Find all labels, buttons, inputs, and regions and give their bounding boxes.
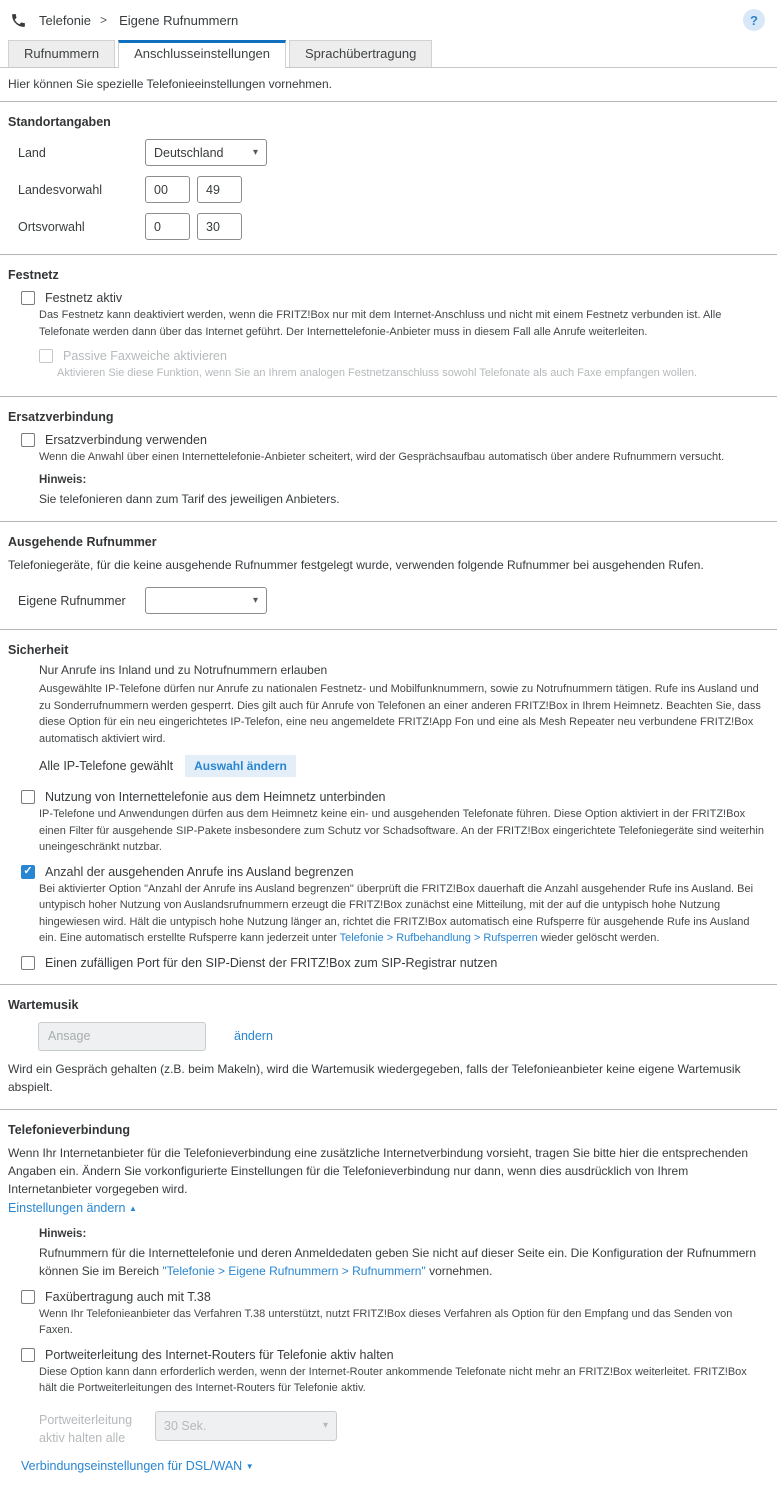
separator bbox=[0, 984, 777, 985]
einstellungen-aendern-label: Einstellungen ändern bbox=[8, 1200, 126, 1215]
section-ausgehende-rufnummer bbox=[0, 535, 777, 614]
ortsvorwahl-input[interactable] bbox=[197, 213, 242, 240]
ausland-description-post: wieder gelöscht werden. bbox=[537, 932, 660, 944]
heimnetz-label: Nutzung von Internettelefonie aus dem Heimnetz unterbinden bbox=[45, 790, 386, 804]
ip-telefone-selection-text: Alle IP-Telefone gewählt bbox=[39, 759, 174, 773]
ausland-description bbox=[39, 881, 765, 947]
section-title-telefonieverbindung: Telefonieverbindung bbox=[8, 1122, 130, 1137]
festnetz-aktiv-description: Das Festnetz kann deaktiviert werden, wenn die FRITZ!Box nur mit dem Internet-Anschluss und nicht mit einem Festnetz verbunden ist. Alle Telefonate werden dann über das Internet geführt. Der Internettelefonie-Anbieter muss in diesem Fall alle Anrufe weiterleiten. bbox=[39, 309, 722, 338]
separator bbox=[0, 521, 777, 522]
aendern-link[interactable]: ändern bbox=[234, 1029, 273, 1043]
ersatzverbindung-description: Wenn die Anwahl über einen Internettelefonie-Anbieter scheitert, wird der Gesprächsaufbau automatisch über andere Rufnummern versucht. bbox=[39, 450, 725, 463]
ortsvorwahl-row bbox=[18, 213, 777, 240]
wartemusik-text: Wird ein Gespräch gehalten (z.B. beim Makeln), wird die Wartemusik wiedergegeben, falls der Telefonieanbieter keine eigene Wartemusik abspielt. bbox=[8, 1061, 741, 1094]
section-title-festnetz: Festnetz bbox=[8, 268, 59, 282]
breadcrumb-page: Eigene Rufnummern bbox=[119, 12, 239, 28]
section-wartemusik bbox=[0, 998, 777, 1096]
ausland-row bbox=[21, 865, 767, 879]
ausgehende-rufnummer-text: Telefoniegeräte, für die keine ausgehende Rufnummer festgelegt wurde, verwenden folgende Rufnummer bei ausgehenden Rufen. bbox=[8, 558, 704, 572]
separator bbox=[0, 396, 777, 397]
rufsperren-link[interactable]: Telefonie > Rufbehandlung > Rufsperren bbox=[339, 932, 538, 944]
land-label: Land bbox=[18, 145, 46, 160]
section-telefonieverbindung bbox=[0, 1123, 777, 1493]
section-title-ersatzverbindung: Ersatzverbindung bbox=[8, 409, 114, 424]
t38-label: Faxübertragung auch mit T.38 bbox=[45, 1289, 211, 1304]
ansage-input bbox=[38, 1022, 206, 1051]
section-sicherheit bbox=[0, 643, 777, 970]
chevron-down-icon: ▾ bbox=[252, 595, 258, 606]
keepalive-select-value: 30 Sek. bbox=[164, 1418, 207, 1433]
breadcrumb-separator-icon: > bbox=[100, 13, 108, 27]
section-title-wartemusik: Wartemusik bbox=[8, 997, 79, 1012]
chevron-down-icon: ▾ bbox=[322, 1420, 328, 1431]
t38-description: Wenn Ihr Telefonieanbieter das Verfahren T.38 unterstützt, nutzt FRITZ!Box dieses Verfahren als Option für den Empfang und das Senden von Faxen. bbox=[39, 1307, 733, 1336]
t38-checkbox[interactable] bbox=[21, 1290, 35, 1304]
breadcrumb-section[interactable]: Telefonie bbox=[39, 12, 92, 28]
separator bbox=[0, 101, 777, 102]
rufnummern-bereich-link[interactable]: "Telefonie > Eigene Rufnummern > Rufnummern" bbox=[162, 1263, 426, 1278]
sip-port-label: Einen zufälligen Port für den SIP-Dienst der FRITZ!Box zum SIP-Registrar nutzen bbox=[45, 955, 498, 970]
land-select[interactable] bbox=[145, 139, 267, 166]
portweiterleitung-label: Portweiterleitung des Internet-Routers für Telefonie aktiv halten bbox=[45, 1347, 394, 1362]
section-standortangaben bbox=[0, 115, 777, 240]
section-title-standortangaben: Standortangaben bbox=[8, 115, 111, 129]
ersatzverbindung-label: Ersatzverbindung verwenden bbox=[45, 432, 207, 447]
tab-bar bbox=[0, 40, 777, 68]
keepalive-row bbox=[39, 1411, 777, 1447]
section-title-sicherheit: Sicherheit bbox=[8, 643, 69, 657]
hint-text-post: vornehmen. bbox=[425, 1263, 493, 1278]
tab-anschlusseinstellungen[interactable]: Anschlusseinstellungen bbox=[118, 40, 286, 68]
portweiterleitung-row bbox=[21, 1348, 767, 1362]
auswahl-aendern-button[interactable]: Auswahl ändern bbox=[185, 755, 296, 777]
ersatzverbindung-row bbox=[21, 433, 767, 447]
wartemusik-row bbox=[38, 1022, 777, 1051]
ersatzverbindung-hint-title: Hinweis: bbox=[39, 474, 87, 486]
page-header bbox=[0, 0, 777, 36]
ersatzverbindung-hint-text: Sie telefonieren dann zum Tarif des jeweiligen Anbieters. bbox=[39, 492, 340, 506]
ip-telefone-selection-row bbox=[39, 755, 767, 777]
landesvorwahl-prefix-input[interactable] bbox=[145, 176, 190, 203]
help-button[interactable]: ? bbox=[743, 9, 765, 31]
inland-option-label: Nur Anrufe ins Inland und zu Notrufnummern erlauben bbox=[39, 663, 328, 677]
landesvorwahl-row bbox=[18, 176, 777, 203]
telefonieverbindung-hint-text bbox=[39, 1244, 765, 1280]
landesvorwahl-input[interactable] bbox=[197, 176, 242, 203]
festnetz-aktiv-checkbox[interactable] bbox=[21, 291, 35, 305]
portweiterleitung-description: Diese Option kann dann erforderlich werden, wenn der Internet-Router ankommende Telefonate nicht mehr an FRITZ!Box weiterleitet. FRITZ!Box hält die Portweiterleitungen des Internet-Routers für Telefonie aktiv. bbox=[39, 1365, 747, 1394]
chevron-down-icon: ▾ bbox=[252, 147, 258, 158]
festnetz-aktiv-row bbox=[21, 291, 767, 305]
eigene-rufnummer-select[interactable] bbox=[145, 587, 267, 614]
dsl-wan-link[interactable] bbox=[21, 1459, 254, 1473]
separator bbox=[0, 629, 777, 630]
keepalive-label: Portweiterleitung aktiv halten alle bbox=[39, 1412, 133, 1445]
eigene-rufnummer-row bbox=[18, 587, 777, 614]
ausland-label: Anzahl der ausgehenden Anrufe ins Ausland begrenzen bbox=[45, 864, 354, 879]
land-select-value: Deutschland bbox=[154, 145, 224, 160]
faxweiche-checkbox bbox=[39, 349, 53, 363]
faxweiche-row bbox=[39, 349, 767, 363]
telefonieverbindung-text: Wenn Ihr Internetanbieter für die Telefonieverbindung eine zusätzliche Internetverbindung vorsieht, tragen Sie bitte hier die entsprechenden Angaben ein. Ändern Sie vorkonfigurierte Einstellungen für die Telefonieverbindung nur dann, wenn dies ausdrücklich von Ihrem Internetanbieter vorgegeben wird. bbox=[8, 1145, 749, 1196]
ortsvorwahl-prefix-input[interactable] bbox=[145, 213, 190, 240]
page-intro: Hier können Sie spezielle Telefonieeinstellungen vornehmen. bbox=[8, 77, 332, 91]
heimnetz-description: IP-Telefone und Anwendungen dürfen aus dem Heimnetz keine ein- und ausgehenden Telefonate führen. Diese Option aktiviert in der FRITZ!Box einen Filter für ausgehende SIP-Pakete insbesondere zum Schutz vor Schadsoftware. An der FRITZ!Box eingerichtete Telefoniegeräte sind weiterhin uneingeschränkt nutzbar. bbox=[39, 808, 764, 853]
heimnetz-checkbox[interactable] bbox=[21, 790, 35, 804]
separator bbox=[0, 1109, 777, 1110]
section-festnetz bbox=[0, 268, 777, 382]
ausland-checkbox[interactable] bbox=[21, 865, 35, 879]
inland-option-description: Ausgewählte IP-Telefone dürfen nur Anrufe zu nationalen Festnetz- und Mobilfunknummern, sowie zu Notrufnummern tätigen. Rufe ins Ausland und zu Sonderrufnummern werden gesperrt. Dies gilt auch für Anrufe von Telefonen an einer anderen FRITZ!Box in Ihrem Heimnetz. Beachten Sie, dass diese Option für ein neu eingerichtetes IP-Telefon, eine neu angemeldete FRITZ!App Fon und eine als Mesh Repeater neu verbundene FRITZ!Box automatisch aktiviert wird. bbox=[39, 683, 761, 745]
ortsvorwahl-label: Ortsvorwahl bbox=[18, 219, 85, 234]
sip-port-row bbox=[21, 956, 767, 970]
telefonie-phone-icon bbox=[10, 12, 27, 29]
dsl-wan-label: Verbindungseinstellungen für DSL/WAN bbox=[21, 1458, 243, 1473]
t38-row bbox=[21, 1290, 767, 1304]
sip-port-checkbox[interactable] bbox=[21, 956, 35, 970]
hint-text-pre: Rufnummern für die Internettelefonie und deren Anmeldedaten geben Sie nicht auf dieser Seite ein. Die Konfiguration der Rufnummern können Sie im Bereich bbox=[39, 1245, 757, 1278]
faxweiche-description: Aktivieren Sie diese Funktion, wenn Sie an Ihrem analogen Festnetzanschluss sowohl Telefonate als auch Faxe empfangen wollen. bbox=[57, 367, 698, 379]
festnetz-aktiv-label: Festnetz aktiv bbox=[45, 291, 123, 305]
chevron-up-icon: ▲ bbox=[128, 1203, 137, 1213]
telefonieverbindung-hint-title: Hinweis: bbox=[39, 1227, 87, 1240]
tab-rufnummern[interactable]: Rufnummern bbox=[8, 40, 115, 67]
separator bbox=[0, 254, 777, 255]
section-title-ausgehende-rufnummer: Ausgehende Rufnummer bbox=[8, 535, 157, 549]
chevron-down-icon: ▼ bbox=[245, 1461, 254, 1471]
keepalive-select bbox=[155, 1411, 337, 1441]
heimnetz-row bbox=[21, 790, 767, 804]
portweiterleitung-checkbox[interactable] bbox=[21, 1348, 35, 1362]
tab-sprachuebertragung[interactable]: Sprachübertragung bbox=[289, 40, 432, 67]
section-ersatzverbindung bbox=[0, 410, 777, 509]
einstellungen-aendern-link[interactable] bbox=[8, 1201, 137, 1215]
ersatzverbindung-checkbox[interactable] bbox=[21, 433, 35, 447]
faxweiche-label: Passive Faxweiche aktivieren bbox=[63, 349, 227, 363]
landesvorwahl-label: Landesvorwahl bbox=[18, 182, 103, 197]
check-icon: ✓ bbox=[23, 865, 33, 877]
ausland-description-pre: Bei aktivierter Option "Anzahl der Anrufe ins Ausland begrenzen" überprüft die FRITZ!Box dauerhaft die Anzahl ausgehender Rufe ins Ausland. Bei untypisch hoher Nutzung von Auslandsrufnummern erzeugt die FRITZ!Box zunächst eine Mitteilung, mit der auf die untypisch hohe Nutzung hingewiesen wird. Hält die untypisch hohe Nutzung länger an, richtet die FRITZ!Box automatisch eine Rufsperre für ausgehende Rufe ins Ausland ein. Eine automatisch erstellte Rufsperre kann jederzeit unter bbox=[39, 882, 754, 944]
eigene-rufnummer-label: Eigene Rufnummer bbox=[18, 593, 126, 608]
land-row bbox=[18, 139, 777, 166]
